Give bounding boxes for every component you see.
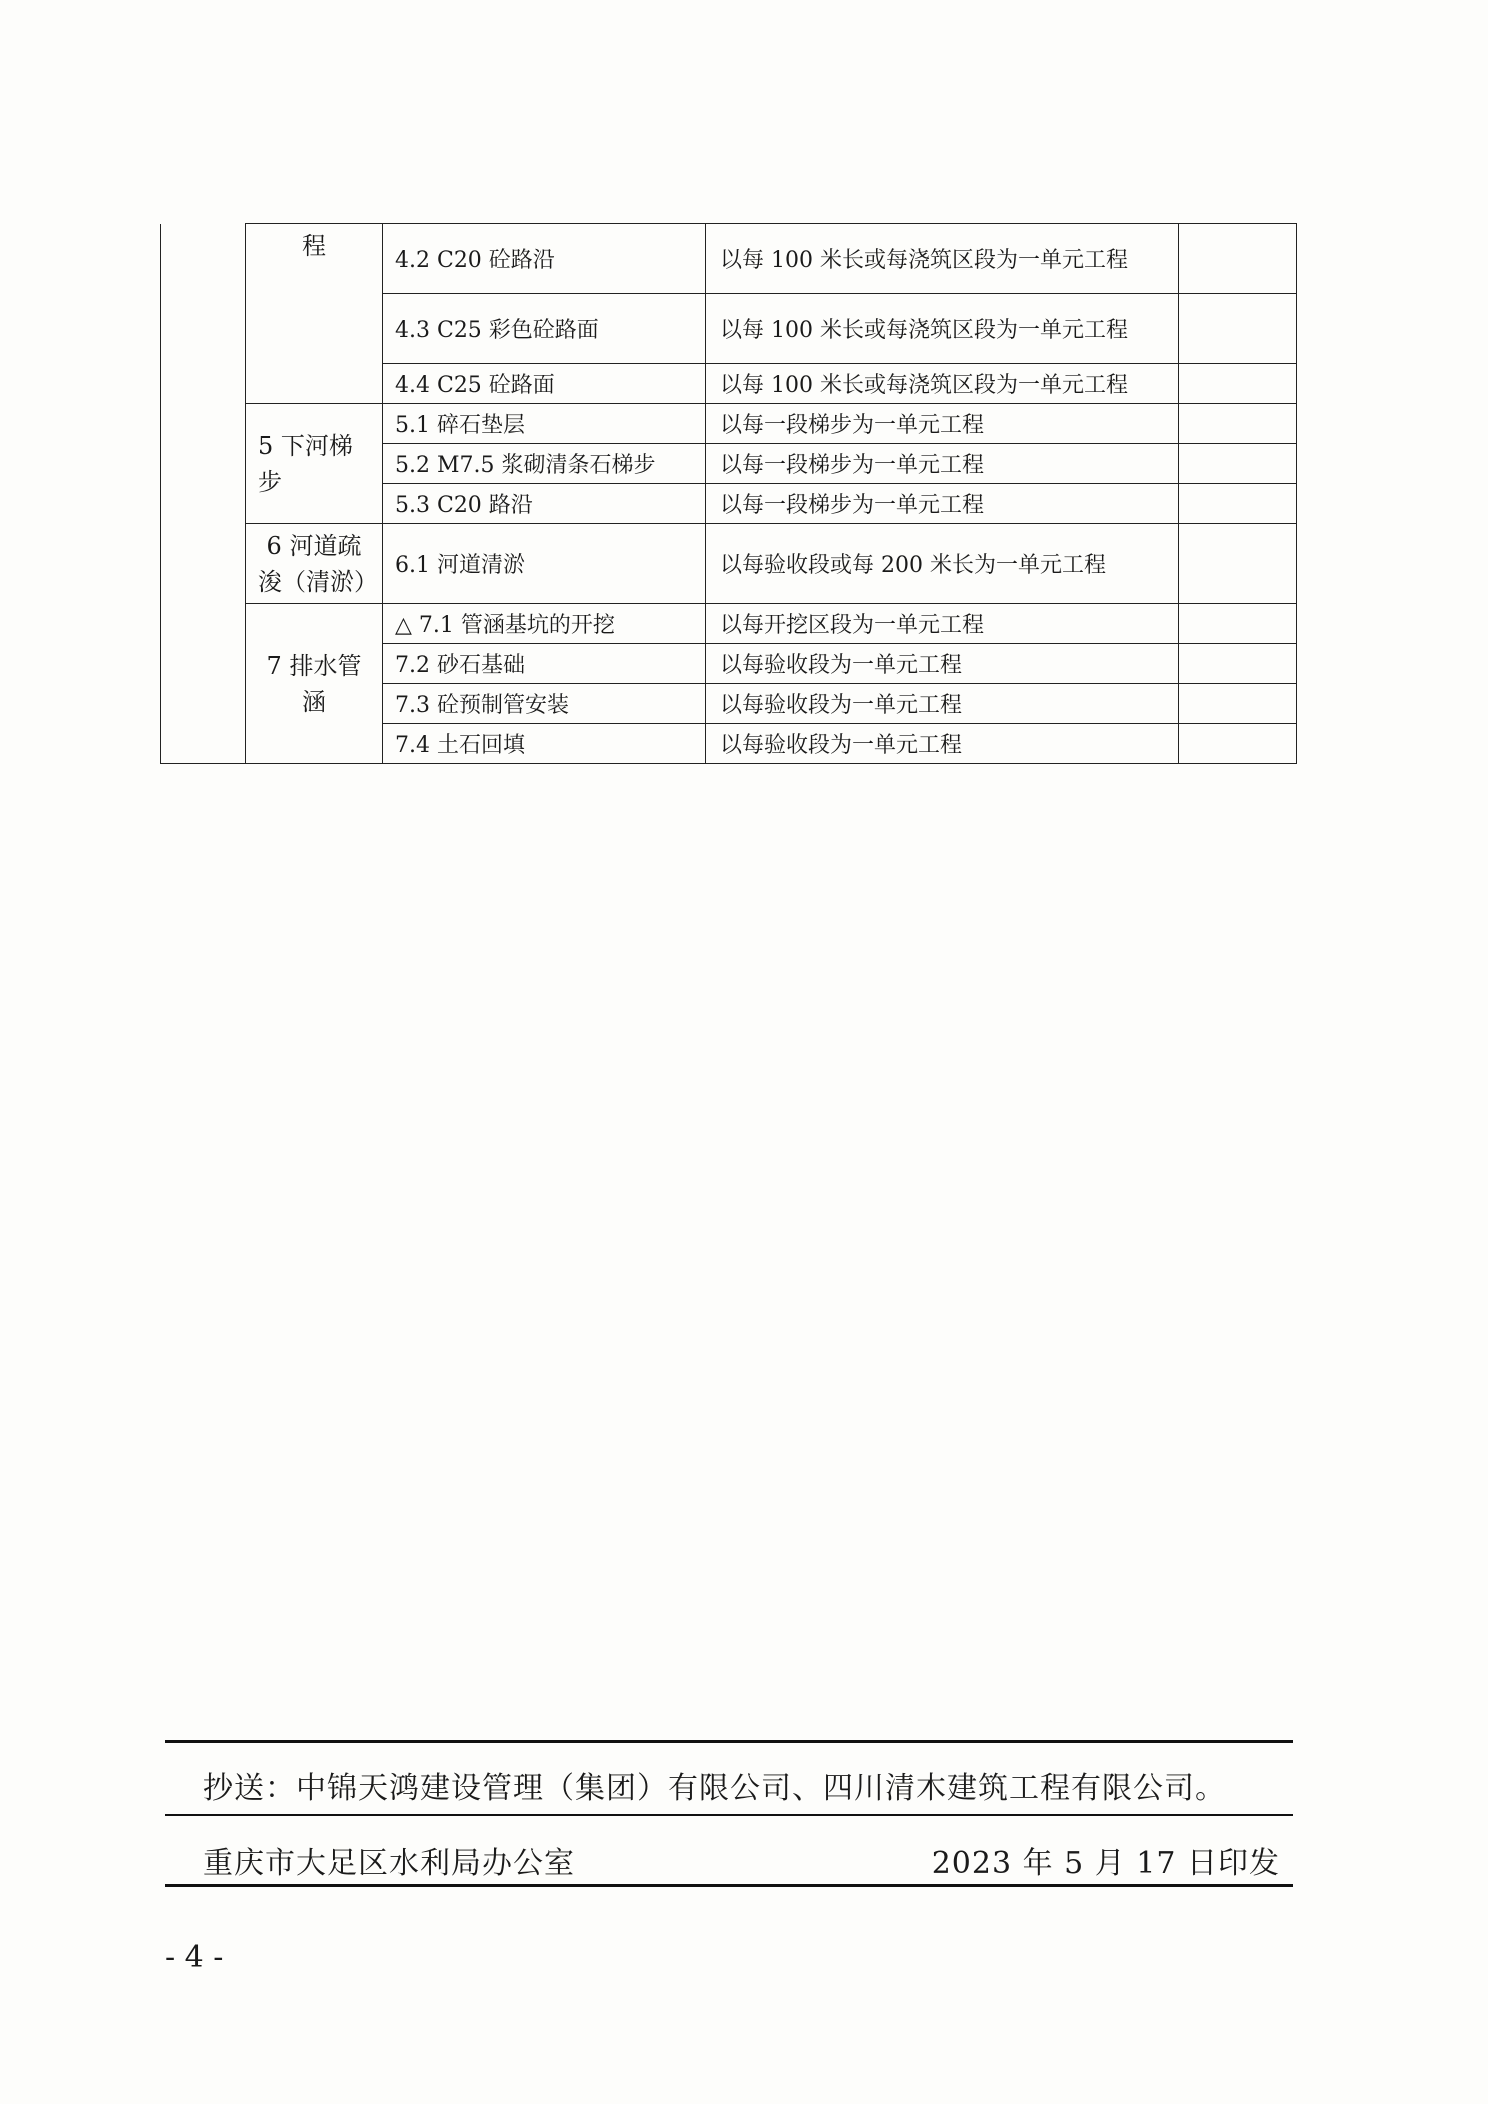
remark-cell <box>1179 444 1297 484</box>
unit-item-cell: 5.3 C20 路沿 <box>383 484 706 524</box>
unit-item-cell: 7.4 土石回填 <box>383 724 706 764</box>
unit-description-cell: 以每验收段为一单元工程 <box>706 684 1179 724</box>
remark-cell <box>1179 644 1297 684</box>
unit-description-cell: 以每一段梯步为一单元工程 <box>706 484 1179 524</box>
category-cell: 程 <box>246 224 383 404</box>
table-row <box>161 404 1297 444</box>
remark-cell <box>1179 724 1297 764</box>
unit-item-cell: 5.2 M7.5 浆砌清条石梯步 <box>383 444 706 484</box>
blank-column <box>161 224 246 764</box>
unit-description-cell: 以每开挖区段为一单元工程 <box>706 604 1179 644</box>
category-cell: 7 排水管涵 <box>246 604 383 764</box>
table-row <box>161 224 1297 294</box>
category-cell: 6 河道疏浚（清淤） <box>246 524 383 604</box>
category-cell: 5 下河梯步 <box>246 404 383 524</box>
remark-cell <box>1179 604 1297 644</box>
unit-item-cell: 5.1 碎石垫层 <box>383 404 706 444</box>
page-number: - 4 - <box>165 1940 224 1975</box>
remark-cell <box>1179 404 1297 444</box>
unit-description-cell: 以每验收段或每 200 米长为一单元工程 <box>706 524 1179 604</box>
table-row <box>161 524 1297 604</box>
footer-bottom-rule <box>165 1884 1293 1887</box>
unit-item-cell: 4.3 C25 彩色砼路面 <box>383 294 706 364</box>
remark-cell <box>1179 224 1297 294</box>
cc-distribution-line: 抄送：中锦天鸿建设管理（集团）有限公司、四川清木建筑工程有限公司。 <box>203 1771 1226 1806</box>
unit-division-table <box>160 223 1297 764</box>
unit-description-cell: 以每验收段为一单元工程 <box>706 724 1179 764</box>
remark-cell <box>1179 484 1297 524</box>
issuing-office: 重庆市大足区水利局办公室 <box>203 1846 575 1881</box>
cc-bottom-rule <box>165 1814 1293 1816</box>
unit-item-cell: 4.4 C25 砼路面 <box>383 364 706 404</box>
cc-top-rule <box>165 1740 1293 1743</box>
unit-description-cell: 以每 100 米长或每浇筑区段为一单元工程 <box>706 364 1179 404</box>
unit-item-cell: 6.1 河道清淤 <box>383 524 706 604</box>
unit-item-cell: 4.2 C20 砼路沿 <box>383 224 706 294</box>
table-row <box>161 604 1297 644</box>
unit-item-cell: 7.3 砼预制管安装 <box>383 684 706 724</box>
unit-description-cell: 以每一段梯步为一单元工程 <box>706 444 1179 484</box>
remark-cell <box>1179 364 1297 404</box>
remark-cell <box>1179 684 1297 724</box>
unit-description-cell: 以每一段梯步为一单元工程 <box>706 404 1179 444</box>
unit-description-cell: 以每 100 米长或每浇筑区段为一单元工程 <box>706 294 1179 364</box>
unit-item-cell: 7.2 砂石基础 <box>383 644 706 684</box>
unit-description-cell: 以每验收段为一单元工程 <box>706 644 1179 684</box>
issue-date: 2023 年 5 月 17 日印发 <box>931 1846 1280 1881</box>
remark-cell <box>1179 524 1297 604</box>
unit-description-cell: 以每 100 米长或每浇筑区段为一单元工程 <box>706 224 1179 294</box>
remark-cell <box>1179 294 1297 364</box>
unit-item-cell: △ 7.1 管涵基坑的开挖 <box>383 604 706 644</box>
